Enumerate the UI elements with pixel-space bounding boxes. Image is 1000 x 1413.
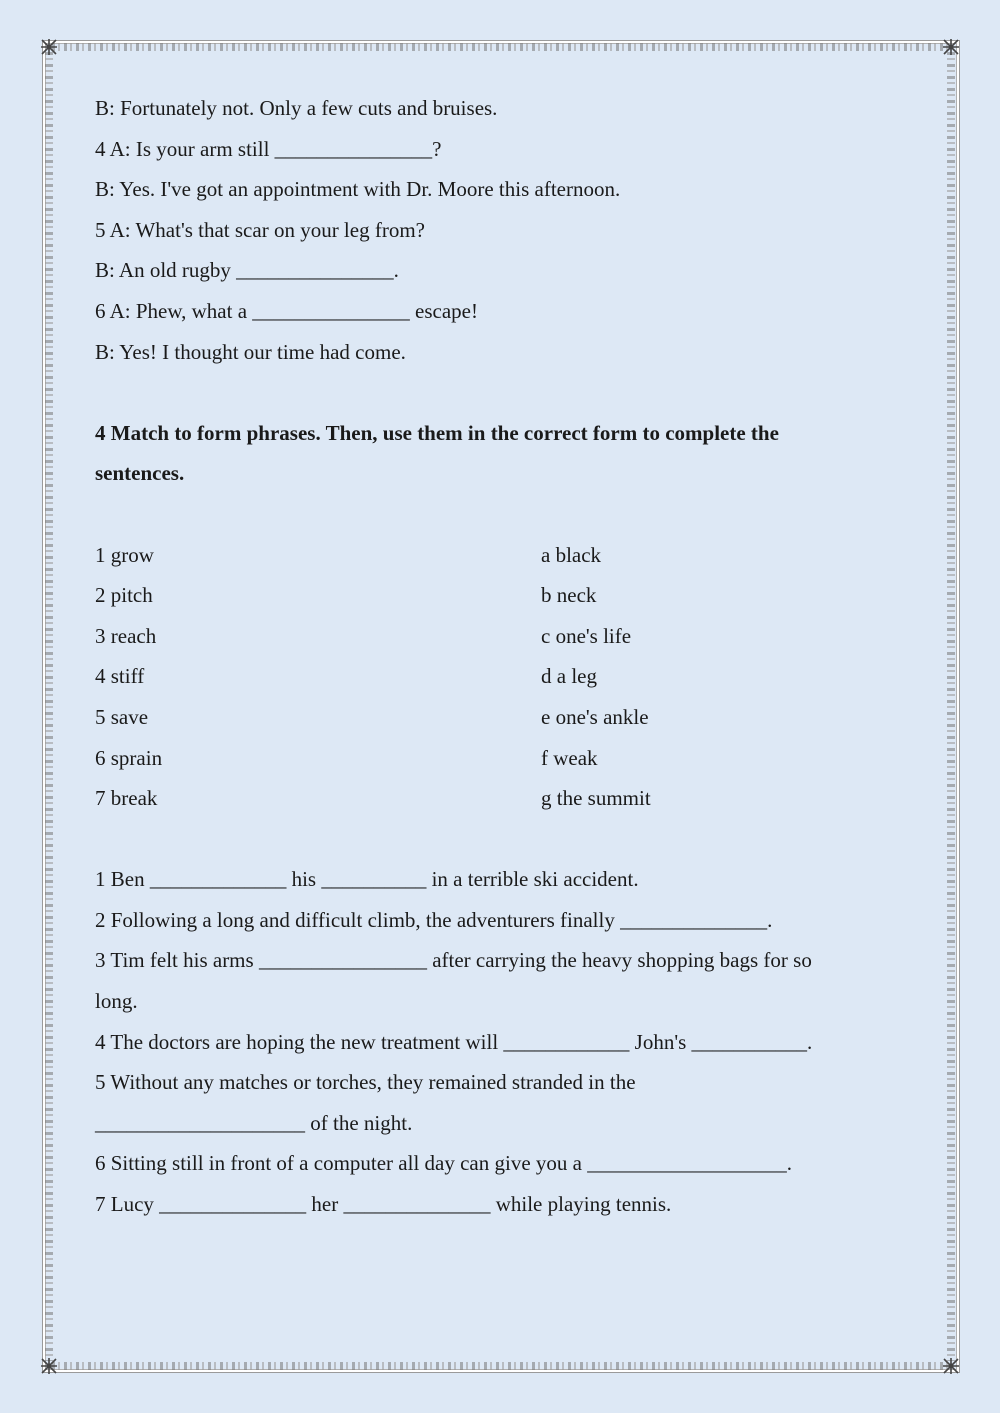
match-row xyxy=(95,656,915,697)
match-row xyxy=(95,616,915,657)
dialogue-line: 5 A: What's that scar on your leg from? xyxy=(95,217,425,242)
sentence-line: 3 Tim felt his arms ________________ after carrying the heavy shopping bags for so xyxy=(95,948,812,973)
sentence-line: 6 Sitting still in front of a computer all day can give you a ___________________. xyxy=(95,1151,792,1176)
sentence-line: ____________________ of the night. xyxy=(95,1110,413,1135)
match-row xyxy=(95,738,915,779)
worksheet-content xyxy=(95,88,915,1225)
sentence-line: 2 Following a long and difficult climb, the adventurers finally ______________. xyxy=(95,907,773,932)
corner-ornament-icon xyxy=(942,38,960,56)
match-left-item: 7 break xyxy=(95,786,158,811)
dialogue-line: B: An old rugby _______________. xyxy=(95,258,399,283)
sentence-line: long. xyxy=(95,989,138,1014)
dialogue-line: B: Yes. I've got an appointment with Dr. Moore this afternoon. xyxy=(95,177,621,202)
match-row xyxy=(95,778,915,819)
corner-ornament-icon xyxy=(40,1357,58,1375)
match-row xyxy=(95,575,915,616)
dialogue-line: B: Fortunately not. Only a few cuts and bruises. xyxy=(95,96,498,120)
corner-ornament-icon xyxy=(942,1357,960,1375)
match-left-item: 2 pitch xyxy=(95,583,153,608)
match-left-item: 3 reach xyxy=(95,623,157,648)
match-table xyxy=(95,535,915,819)
dialogue-line: 4 A: Is your arm still _______________? xyxy=(95,136,442,161)
border-top-ornament xyxy=(52,43,948,51)
border-right-ornament xyxy=(947,52,955,1361)
match-right-item: a black xyxy=(541,542,602,567)
exercise-heading-cont: sentences. xyxy=(95,461,185,486)
match-left-item: 6 sprain xyxy=(95,745,163,770)
match-left-item: 1 grow xyxy=(95,542,154,567)
match-right-item: e one's ankle xyxy=(541,704,649,729)
match-right-item: b neck xyxy=(541,583,597,608)
match-right-item: g the summit xyxy=(541,786,651,811)
corner-ornament-icon xyxy=(40,38,58,56)
exercise-heading: 4 Match to form phrases. Then, use them in the correct form to complete the xyxy=(95,420,779,445)
dialogue-line: 6 A: Phew, what a _______________ escape! xyxy=(95,298,478,323)
match-right-item: f weak xyxy=(541,745,598,770)
sentence-line: 7 Lucy ______________ her ______________ while playing tennis. xyxy=(95,1192,672,1217)
match-row xyxy=(95,697,915,738)
dialogue-line: B: Yes! I thought our time had come. xyxy=(95,339,406,364)
sentence-line: 5 Without any matches or torches, they remained stranded in the xyxy=(95,1070,636,1095)
match-right-item: d a leg xyxy=(541,664,597,689)
border-bottom-ornament xyxy=(52,1362,948,1370)
match-left-item: 4 stiff xyxy=(95,664,145,689)
sentence-line: 4 The doctors are hoping the new treatment will ____________ John's ___________. xyxy=(95,1029,813,1054)
match-row xyxy=(95,535,915,576)
sentence-line: 1 Ben _____________ his __________ in a terrible ski accident. xyxy=(95,867,639,892)
border-left-ornament xyxy=(45,52,53,1361)
match-right-item: c one's life xyxy=(541,623,632,648)
match-left-item: 5 save xyxy=(95,704,149,729)
